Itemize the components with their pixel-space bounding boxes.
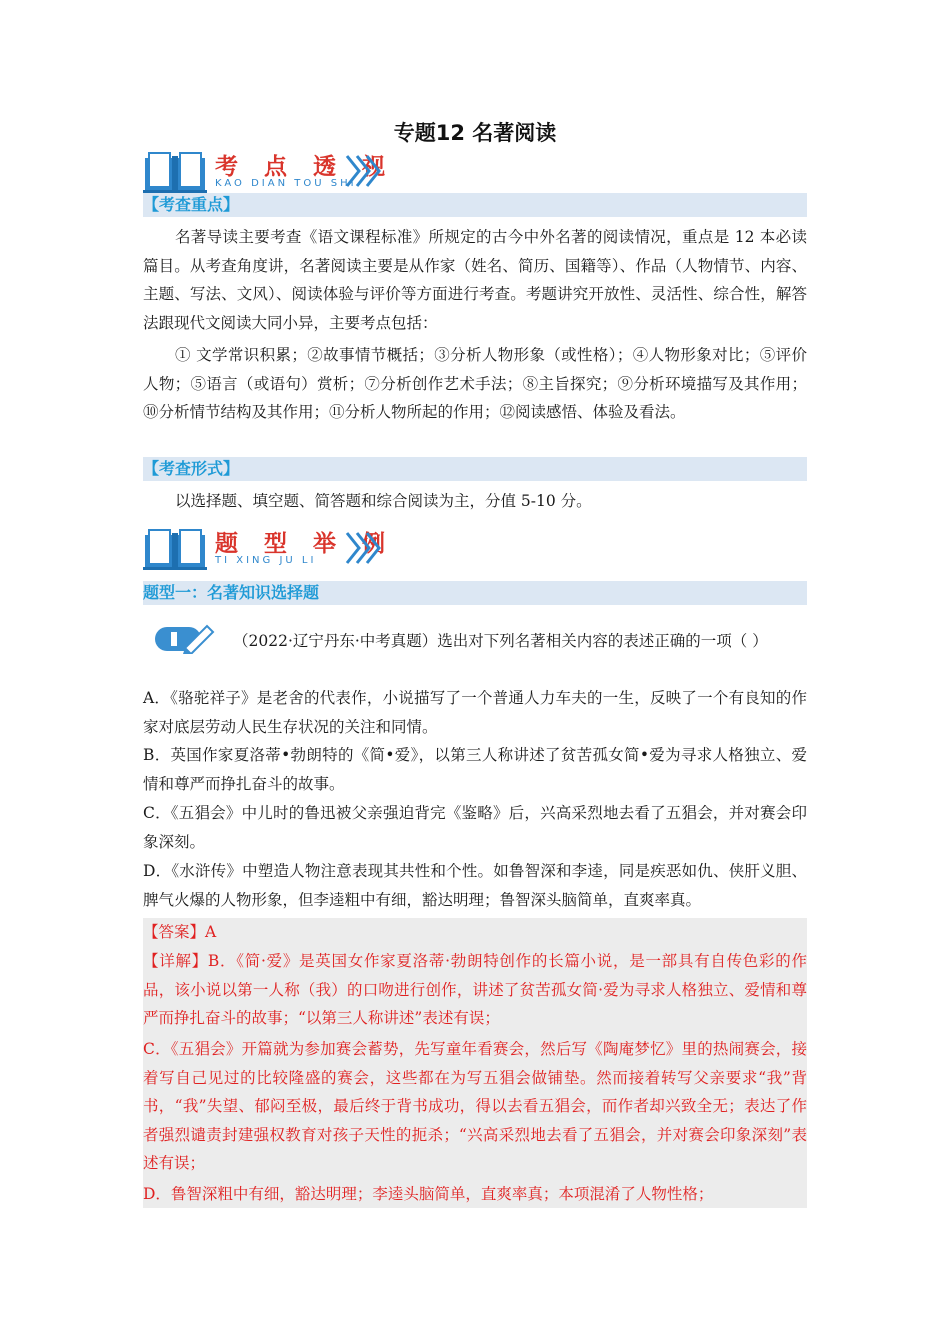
section-banner-tixing [143,525,807,575]
type1-label: 题型一：名著知识选择题 [143,581,807,605]
focus-paragraph-1: 名著导读主要考查《语文课程标准》所规定的古今中外名著的阅读情况，重点是 12 本必读篇目。从考查角度讲，名著阅读主要是从作家（姓名、简历、国籍等）、作品（人物情节、内容、主题、写法、文风）、阅读体验与评价等方面进行考查。考题讲究开放性、灵活性、综合性，解答法跟现代文阅读大同小异，主要考点包括： [143,228,807,332]
option-d: D．《水浒传》中塑造人物注意表现其共性和个性。如鲁智深和李逵，同是疾恶如仇、侠肝义胆、脾气火爆的人物形象，但李逵粗中有细，豁达明理；鲁智深头脑简单，直爽率真。 [143,862,807,909]
answer-label: 【答案】 [143,923,206,941]
page-title: 专题12 名著阅读 [393,121,557,145]
option-c: C．《五猖会》中儿时的鲁迅被父亲强迫背完《鉴略》后，兴高采烈地去看了五猖会，并对赛会印象深刻。 [143,804,807,851]
answer-line [143,918,807,947]
question-stem: （2022·辽宁丹东·中考真题）选出对下列名著相关内容的表述正确的一项（ ） [233,632,768,650]
answer-value: A [205,923,217,941]
chevron-right-icon [345,531,381,565]
option-b: B．英国作家夏洛蒂•勃朗特的《简•爱》，以第三人称讲述了贫苦孤女简•爱为寻求人格独立、爱情和尊严而挣扎奋斗的故事。 [143,746,807,793]
form-label: 【考查形式】 [143,457,807,481]
form-text: 以选择题、填空题、简答题和综合阅读为主，分值 5-10 分。 [175,492,592,510]
explain-b [143,947,807,1033]
banner-pinyin: KAO DIAN TOU SHI [215,178,357,189]
section-banner-kaodian [143,148,807,198]
explain-d: D．鲁智深粗中有细，豁达明理；李逵头脑简单，直爽率真；本项混淆了人物性格； [143,1185,714,1203]
banner-heading: 考 点 透 视 [215,154,395,180]
banner-heading: 题 型 举 例 [215,531,395,557]
explain-b-text: B．《简·爱》是英国女作家夏洛蒂·勃朗特创作的长篇小说，是一部具有自传色彩的作品，该小说以第一人称（我）的口吻进行创作，讲述了贫苦孤女简·爱为寻求人格独立、爱情和尊严而挣扎奋斗的故事；“以第三人称讲述”表述有误； [143,952,807,1027]
focus-paragraph-2: ① 文学常识积累；②故事情节概括；③分析人物形象（或性格）；④人物形象对比；⑤评价人物；⑤语言（或语句）赏析；⑦分析创作艺术手法；⑧主旨探究；⑨分析环境描写及其作用；⑩分析情节结构及其作用；⑪分析人物所起的作用；⑫阅读感悟、体验及看法。 [143,346,807,421]
explain-label: 【详解】 [143,952,208,970]
pencil-note-icon [155,624,217,654]
open-book-icon [143,527,207,571]
option-a: A．《骆驼祥子》是老舍的代表作，小说描写了一个普通人力车夫的一生，反映了一个有良知的作家对底层劳动人民生存状况的关注和同情。 [143,689,807,736]
banner-pinyin: TI XING JU LI [215,555,317,566]
chevron-right-icon [345,154,381,188]
focus-label: 【考查重点】 [143,193,807,217]
explain-c: C．《五猖会》开篇就为参加赛会蓄势，先写童年看赛会，然后写《陶庵梦忆》里的热闹赛会，接着写自己见过的比较隆盛的赛会，这些都在为写五猖会做铺垫。然而接着转写父亲要求“我”背书，“我”失望、郁闷至极，最后终于背书成功，得以去看五猖会，而作者却兴致全无；表达了作者强烈谴责封建强权教育对孩子天性的扼杀；“兴高采烈地去看了五猖会，并对赛会印象深刻”表述有误； [143,1040,807,1172]
open-book-icon [143,150,207,194]
